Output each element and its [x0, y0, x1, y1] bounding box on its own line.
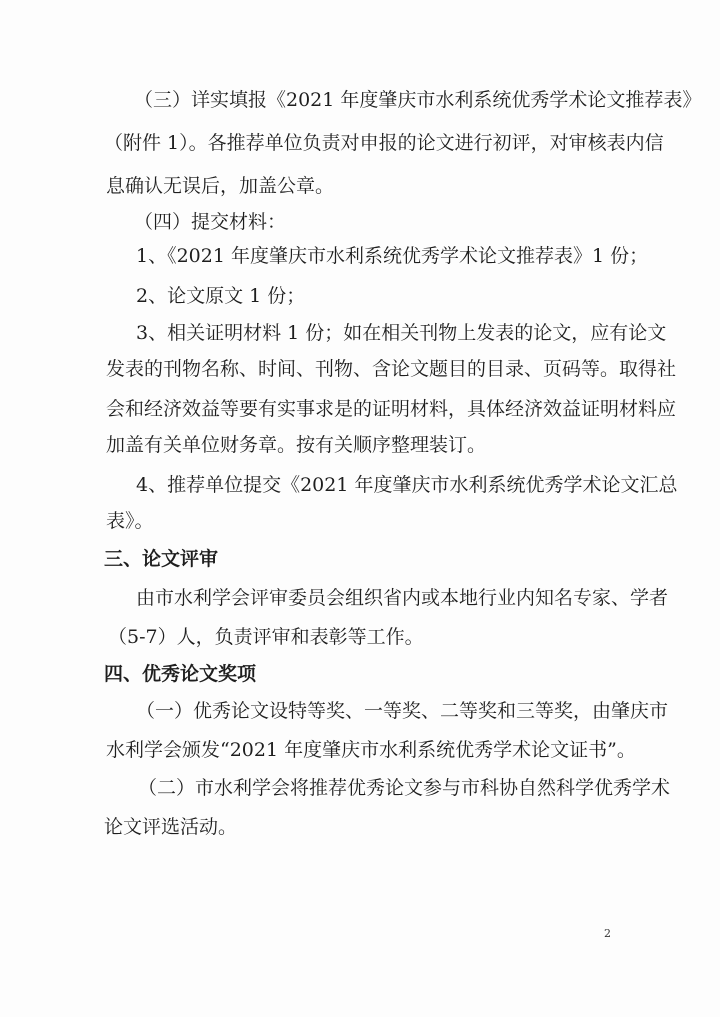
paragraph-line: 由市水利学会评审委员会组织省内或本地行业内知名专家、学者: [136, 587, 669, 609]
page-number: 2: [604, 927, 611, 940]
section-heading: 四、优秀论文奖项: [104, 663, 257, 685]
paragraph-line: （附件 1）。各推荐单位负责对申报的论文进行初评，对审核表内信: [104, 132, 664, 154]
paragraph-line: 会和经济效益等要有实事求是的证明材料，具体经济效益证明材料应: [106, 398, 677, 420]
paragraph-line: （三）详实填报《2021 年度肇庆市水利系统优秀学术论文推荐表》: [134, 89, 702, 111]
paragraph-line: 息确认无误后，加盖公章。: [106, 175, 335, 197]
section-heading: （四）提交材料：: [134, 211, 287, 233]
list-item: 4、推荐单位提交《2021 年度肇庆市水利系统优秀学术论文汇总: [136, 474, 678, 496]
list-item: 1、《2021 年度肇庆市水利系统优秀学术论文推荐表》1 份；: [136, 245, 649, 267]
paragraph-line: 表》。: [106, 510, 154, 532]
list-item: 2、论文原文 1 份；: [136, 285, 306, 307]
paragraph-line: （二）市水利学会将推荐优秀论文参与市科协自然科学优秀学术: [138, 777, 671, 799]
paragraph-line: 加盖有关单位财务章。按有关顺序整理装订。: [106, 434, 487, 456]
paragraph-line: 水利学会颁发“2021 年度肇庆市水利系统优秀学术论文证书”。: [106, 739, 636, 761]
paragraph-line: 论文评选活动。: [104, 816, 238, 838]
paragraph-line: （一）优秀论文设特等奖、一等奖、二等奖和三等奖，由肇庆市: [136, 700, 669, 722]
section-heading: 三、论文评审: [104, 548, 219, 570]
list-item: 3、相关证明材料 1 份；如在相关刊物上发表的论文，应有论文: [136, 322, 667, 344]
paragraph-line: 发表的刊物名称、时间、刊物、含论文题目的目录、页码等。取得社: [106, 358, 677, 380]
paragraph-line: （5-7）人，负责评审和表彰等工作。: [108, 626, 424, 648]
